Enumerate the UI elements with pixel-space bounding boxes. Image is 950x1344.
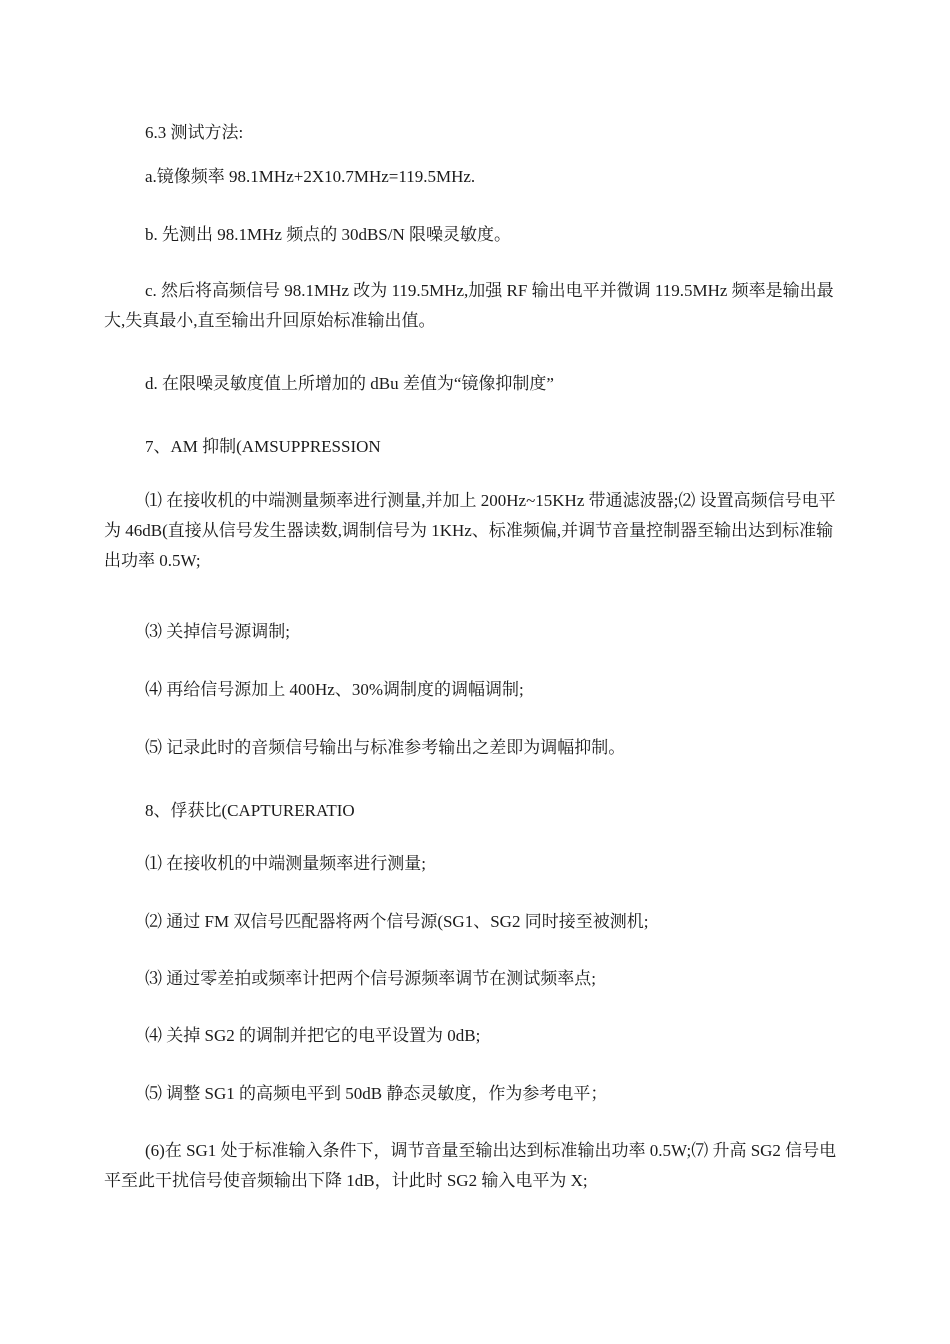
paragraph-8-step-6-7: (6)在 SG1 处于标准输入条件下，调节音量至输出达到标准输出功率 0.5W;⑺ 升高 SG2 信号电平至此干扰信号使音频输出下降 1dB，计此时 SG2 输入电平为 X; [104,1141,837,1190]
paragraph-7-step-3: ⑶ 关掉信号源调制; [145,622,290,641]
paragraph-a: a.镜像频率 98.1MHz+2X10.7MHz=119.5MHz. [145,167,476,186]
paragraph-d: d. 在限噪灵敏度值上所增加的 dBu 差值为“镜像抑制度” [145,374,554,393]
paragraph-7-step-1-2: ⑴ 在接收机的中端测量频率进行测量,并加上 200Hz~15KHz 带通滤波器;⑵ 设置高频信号电平为 46dB(直接从信号发生器读数,调制信号为 1KHz、标准频偏,并调节音量控制器至输出达到标准输出功率 0.5W; [104,491,836,570]
paragraph-8-step-3: ⑶ 通过零差拍或频率计把两个信号源频率调节在测试频率点; [145,969,596,988]
section-heading-6-3: 6.3 测试方法: [145,123,244,142]
paragraph-7-step-4: ⑷ 再给信号源加上 400Hz、30%调制度的调幅调制; [145,680,524,699]
paragraph-8-step-4: ⑷ 关掉 SG2 的调制并把它的电平设置为 0dB; [145,1026,481,1045]
paragraph-8-step-5: ⑸ 调整 SG1 的高频电平到 50dB 静态灵敏度，作为参考电平； [145,1084,608,1103]
paragraph-c: c. 然后将高频信号 98.1MHz 改为 119.5MHz,加强 RF 输出电平并微调 119.5MHz 频率是输出最大,失真最小,直至输出升回原始标准输出值。 [104,281,834,330]
section-heading-7: 7、AM 抑制(AMSUPPRESSION [145,437,381,456]
section-heading-8: 8、俘获比(CAPTURERATIO [145,801,355,820]
paragraph-7-step-5: ⑸ 记录此时的音频信号输出与标准参考输出之差即为调幅抑制。 [145,738,626,757]
paragraph-8-step-1: ⑴ 在接收机的中端测量频率进行测量; [145,854,426,873]
paragraph-b: b. 先测出 98.1MHz 频点的 30dBS/N 限噪灵敏度。 [145,225,511,244]
paragraph-8-step-2: ⑵ 通过 FM 双信号匹配器将两个信号源(SG1、SG2 同时接至被测机; [145,912,649,931]
